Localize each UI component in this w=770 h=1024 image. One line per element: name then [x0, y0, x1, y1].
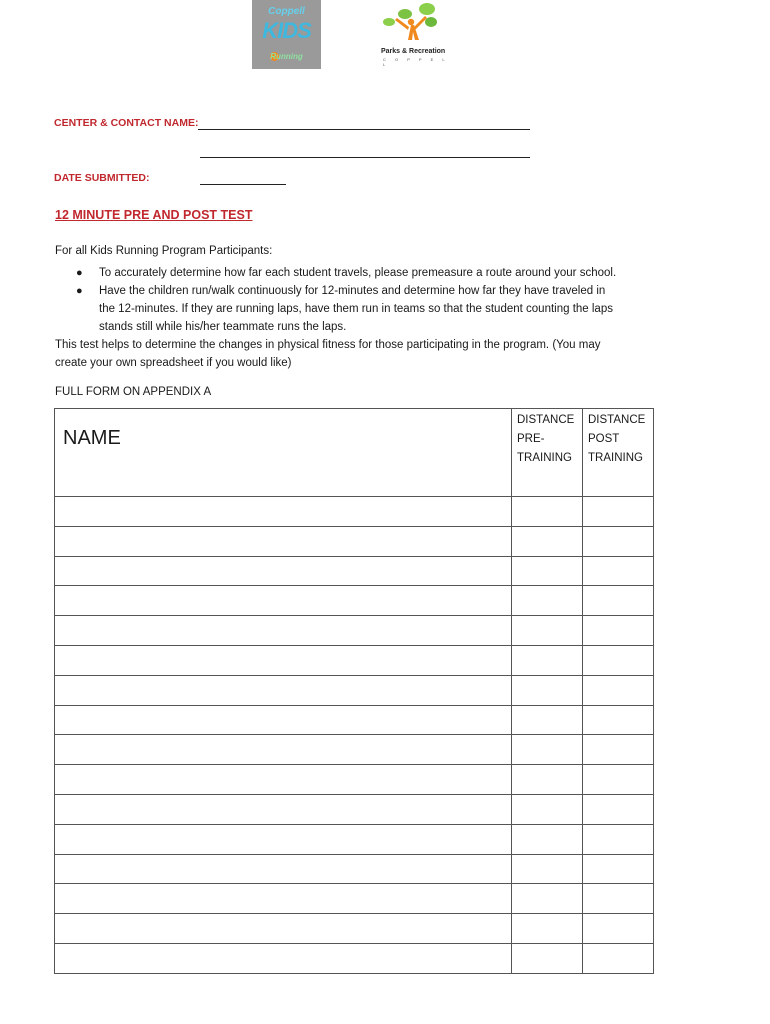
pre-training-column-header: [512, 409, 583, 497]
parks-logo-text: Parks & Recreation: [381, 48, 446, 55]
center-contact-field-line-1[interactable]: [198, 129, 530, 130]
pre-distance-cell[interactable]: [512, 526, 583, 556]
bullet-icon: ●: [76, 285, 83, 297]
participant-table: [54, 408, 654, 974]
date-submitted-field[interactable]: [200, 184, 286, 185]
post-distance-cell[interactable]: [583, 616, 654, 646]
name-cell[interactable]: [55, 794, 512, 824]
post-distance-cell[interactable]: [583, 824, 654, 854]
name-cell[interactable]: [55, 765, 512, 795]
bullet-icon: ●: [76, 267, 83, 279]
pre-distance-cell[interactable]: [512, 556, 583, 586]
name-cell[interactable]: [55, 616, 512, 646]
table-row: [55, 586, 654, 616]
pre-distance-cell[interactable]: [512, 943, 583, 973]
post-header-line-2: POST: [588, 433, 620, 445]
name-cell[interactable]: [55, 884, 512, 914]
kids-logo-top-text: Coppell: [268, 6, 305, 17]
kids-running-logo: [252, 0, 321, 69]
pre-header-line-3: TRAINING: [517, 452, 572, 464]
name-cell[interactable]: [55, 556, 512, 586]
table-row: [55, 645, 654, 675]
name-cell[interactable]: [55, 497, 512, 527]
section-title: 12 MINUTE PRE AND POST TEST: [55, 208, 253, 222]
post-header-line-1: DISTANCE: [588, 414, 646, 426]
date-submitted-label: DATE SUBMITTED:: [54, 172, 150, 184]
pre-distance-cell[interactable]: [512, 645, 583, 675]
body-text-line-1: This test helps to determine the changes in physical fitness for those participating in the program. (You may: [55, 339, 601, 351]
post-distance-cell[interactable]: [583, 735, 654, 765]
table-row: [55, 556, 654, 586]
center-contact-label: CENTER & CONTACT NAME:: [54, 117, 199, 129]
name-cell[interactable]: [55, 854, 512, 884]
pre-distance-cell[interactable]: [512, 884, 583, 914]
pre-distance-cell[interactable]: [512, 616, 583, 646]
pre-distance-cell[interactable]: [512, 675, 583, 705]
post-distance-cell[interactable]: [583, 794, 654, 824]
pre-distance-cell[interactable]: [512, 824, 583, 854]
table-row: [55, 824, 654, 854]
name-cell[interactable]: [55, 586, 512, 616]
name-cell[interactable]: [55, 943, 512, 973]
post-distance-cell[interactable]: [583, 586, 654, 616]
table-row: [55, 794, 654, 824]
table-row: [55, 497, 654, 527]
pre-distance-cell[interactable]: [512, 794, 583, 824]
table-row: [55, 675, 654, 705]
table-header-row: [55, 409, 654, 497]
post-header-line-3: TRAINING: [588, 452, 643, 464]
post-distance-cell[interactable]: [583, 914, 654, 944]
name-cell[interactable]: [55, 824, 512, 854]
tree-figure-icon: [375, 0, 455, 48]
name-cell[interactable]: [55, 675, 512, 705]
post-distance-cell[interactable]: [583, 556, 654, 586]
post-distance-cell[interactable]: [583, 497, 654, 527]
bullet-text-2-cont: the 12-minutes. If they are running laps, have them run in teams so that the student counting the laps: [99, 303, 613, 315]
pre-distance-cell[interactable]: [512, 914, 583, 944]
kids-logo-main-text: KIDS: [262, 18, 311, 43]
table-row: [55, 765, 654, 795]
table-row: [55, 705, 654, 735]
name-cell[interactable]: [55, 526, 512, 556]
post-training-column-header: [583, 409, 654, 497]
center-contact-field-line-2[interactable]: [200, 157, 530, 158]
name-cell[interactable]: [55, 735, 512, 765]
name-cell[interactable]: [55, 914, 512, 944]
name-cell[interactable]: [55, 645, 512, 675]
bullet-text-2-cont2: stands still while his/her teammate runs the laps.: [99, 321, 347, 333]
parks-recreation-logo: [375, 0, 455, 67]
appendix-note: FULL FORM ON APPENDIX A: [55, 386, 212, 398]
table-row: [55, 616, 654, 646]
table-row: [55, 884, 654, 914]
post-distance-cell[interactable]: [583, 884, 654, 914]
pre-distance-cell[interactable]: [512, 586, 583, 616]
intro-text: For all Kids Running Program Participants:: [55, 245, 273, 257]
pre-distance-cell[interactable]: [512, 854, 583, 884]
parks-logo-subtitle: C O P P E L L: [383, 57, 449, 67]
post-distance-cell[interactable]: [583, 645, 654, 675]
body-text-line-2: create your own spreadsheet if you would like): [55, 357, 292, 369]
kids-logo-bottom-text: Running: [270, 52, 303, 61]
post-distance-cell[interactable]: [583, 854, 654, 884]
pre-distance-cell[interactable]: [512, 705, 583, 735]
table-row: [55, 735, 654, 765]
post-distance-cell[interactable]: [583, 526, 654, 556]
pre-distance-cell[interactable]: [512, 765, 583, 795]
name-cell[interactable]: [55, 705, 512, 735]
pre-distance-cell[interactable]: [512, 497, 583, 527]
post-distance-cell[interactable]: [583, 765, 654, 795]
post-distance-cell[interactable]: [583, 675, 654, 705]
pre-header-line-2: PRE-: [517, 433, 545, 445]
post-distance-cell[interactable]: [583, 705, 654, 735]
table-row: [55, 526, 654, 556]
bullet-text-2: Have the children run/walk continuously for 12-minutes and determine how far they have traveled in: [99, 285, 606, 297]
table-row: [55, 854, 654, 884]
table-row: [55, 943, 654, 973]
bullet-text-1: To accurately determine how far each student travels, please premeasure a route around your school.: [99, 267, 617, 279]
pre-header-line-1: DISTANCE: [517, 414, 575, 426]
table-row: [55, 914, 654, 944]
post-distance-cell[interactable]: [583, 943, 654, 973]
name-column-header: NAME: [55, 409, 512, 497]
pre-distance-cell[interactable]: [512, 735, 583, 765]
